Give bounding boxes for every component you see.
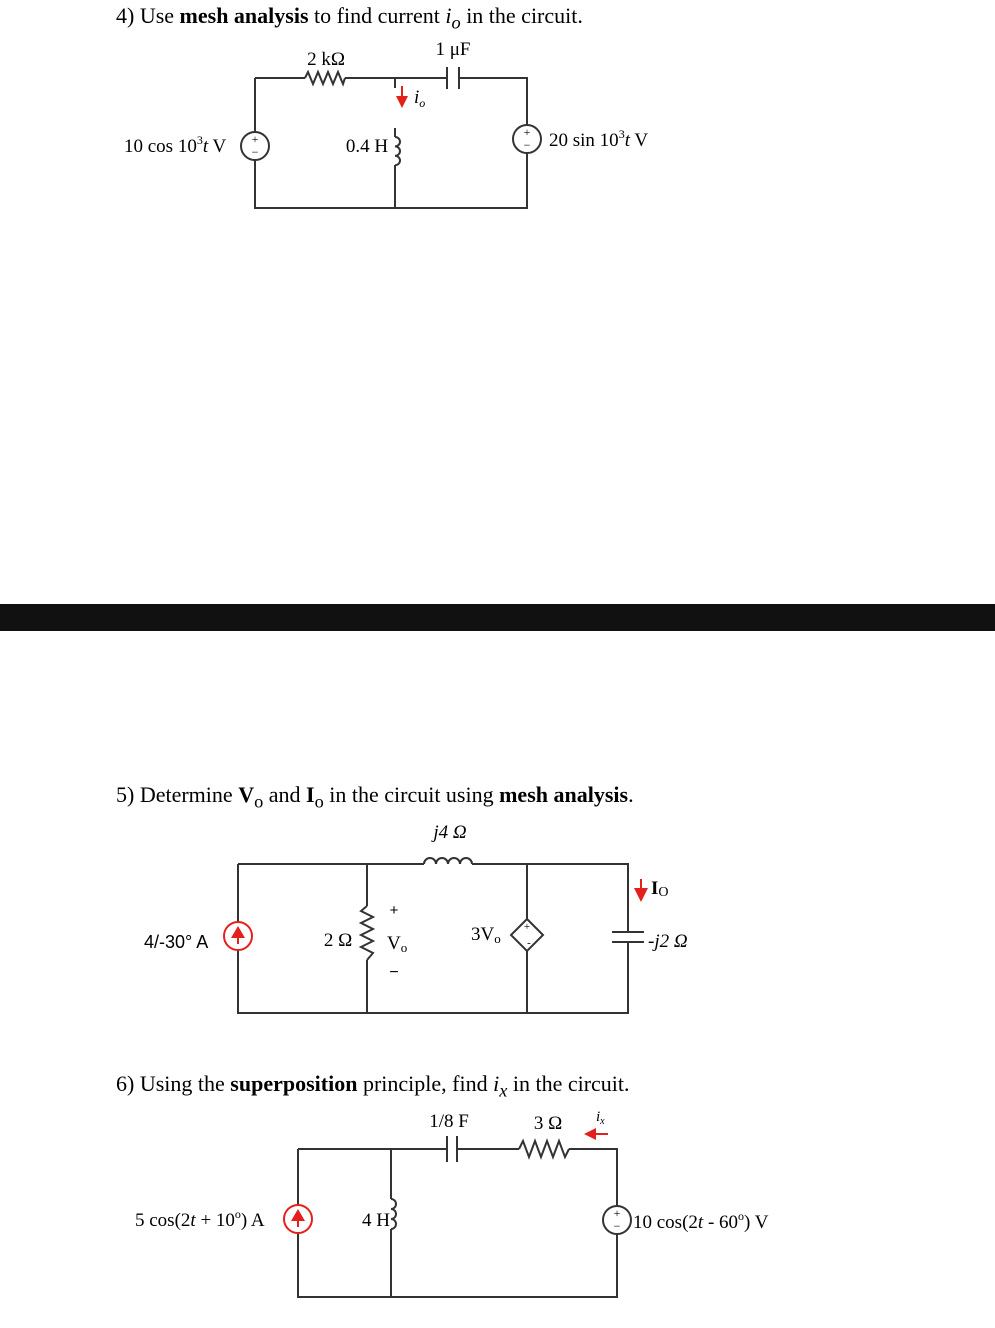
- voltage-source-left: [241, 132, 269, 160]
- problem-number: 4): [116, 3, 135, 28]
- resistor-2k: [305, 72, 345, 84]
- io-label: IO: [651, 878, 669, 900]
- current-source-label: 4/-30° A: [144, 932, 209, 952]
- vo-label: Vo: [387, 933, 408, 955]
- inductor-4H: [391, 1199, 396, 1229]
- capacitor-label: 1/8 F: [429, 1111, 469, 1132]
- resistor-3ohm: [519, 1141, 569, 1157]
- current-label: $i_o$: [414, 87, 426, 110]
- source-left-label: 5 $\cos(2t + 10^o)$ A: [135, 1207, 265, 1231]
- dependent-label: 3Vo: [471, 924, 501, 946]
- current-source-4-30: [224, 922, 252, 950]
- resistor-label: 2 Ω: [323, 930, 353, 951]
- capacitor-label: -j2 Ω: [648, 931, 688, 952]
- inductor-label: 4 H: [362, 1210, 390, 1231]
- problem-4-statement: 4) Use mesh analysis to find current $i_o$ in the circuit.: [116, 3, 583, 33]
- svg-text:−: −: [523, 138, 531, 152]
- svg-text:−: −: [251, 145, 259, 159]
- plus-sign: +: [389, 902, 399, 919]
- circuit-5: [144, 822, 688, 1013]
- dependent-voltage-source: [511, 919, 543, 951]
- svg-text:-: -: [527, 937, 531, 949]
- inductor-label: j4 Ω: [433, 822, 467, 843]
- problem-5-statement: 5) Determine $V_o$ and $I_o$ in the circuit using mesh analysis.: [116, 782, 634, 812]
- vo-variable: $V_o$: [238, 782, 264, 812]
- ix-label: $i_x$: [596, 1109, 605, 1127]
- target-variable: $i_x$: [493, 1071, 508, 1101]
- section-divider: [0, 604, 995, 631]
- current-source-left: [284, 1205, 312, 1233]
- problem-6-statement: 6) Using the superposition principle, find $i_x$ in the circuit.: [116, 1071, 630, 1101]
- capacitor-1uF: [447, 67, 459, 89]
- svg-text:+: +: [523, 125, 531, 139]
- problem-number: 6): [116, 1071, 135, 1096]
- io-variable: $I_o$: [306, 782, 324, 812]
- source-left-label: 10 $\cos 10^3t$ V: [124, 133, 227, 157]
- voltage-source-right: [603, 1206, 631, 1234]
- svg-text:−: −: [613, 1219, 621, 1233]
- svg-text:+: +: [613, 1206, 621, 1220]
- current-arrow-ix: [584, 1128, 608, 1140]
- resistor-2ohm: [361, 906, 373, 960]
- capacitor-1-8F: [447, 1136, 457, 1162]
- svg-text:+: +: [523, 921, 531, 933]
- inductor-label: 0.4 H: [345, 136, 389, 157]
- capacitor-label: 1 μF: [435, 39, 471, 60]
- voltage-source-right: [513, 125, 541, 153]
- source-right-label: 20 $\sin 10^3t$ V: [549, 127, 649, 151]
- resistor-label: 3 Ω: [533, 1113, 563, 1134]
- svg-text:+: +: [251, 132, 259, 146]
- problem-number: 5): [116, 782, 135, 807]
- circuit-6: [135, 1109, 769, 1297]
- target-variable: $i_o$: [445, 3, 461, 33]
- resistor-label: 2 kΩ: [307, 49, 345, 70]
- minus-sign: −: [389, 964, 399, 981]
- source-right-label: 10 cos(2t - 60$^o$) V: [633, 1209, 769, 1233]
- inductor-0.4H: [395, 137, 400, 165]
- circuit-4: [124, 39, 648, 208]
- inductor-j4: [424, 858, 472, 864]
- current-arrow-io: [396, 86, 408, 108]
- current-arrow-Io: [634, 879, 648, 902]
- capacitor-j2: [612, 932, 644, 942]
